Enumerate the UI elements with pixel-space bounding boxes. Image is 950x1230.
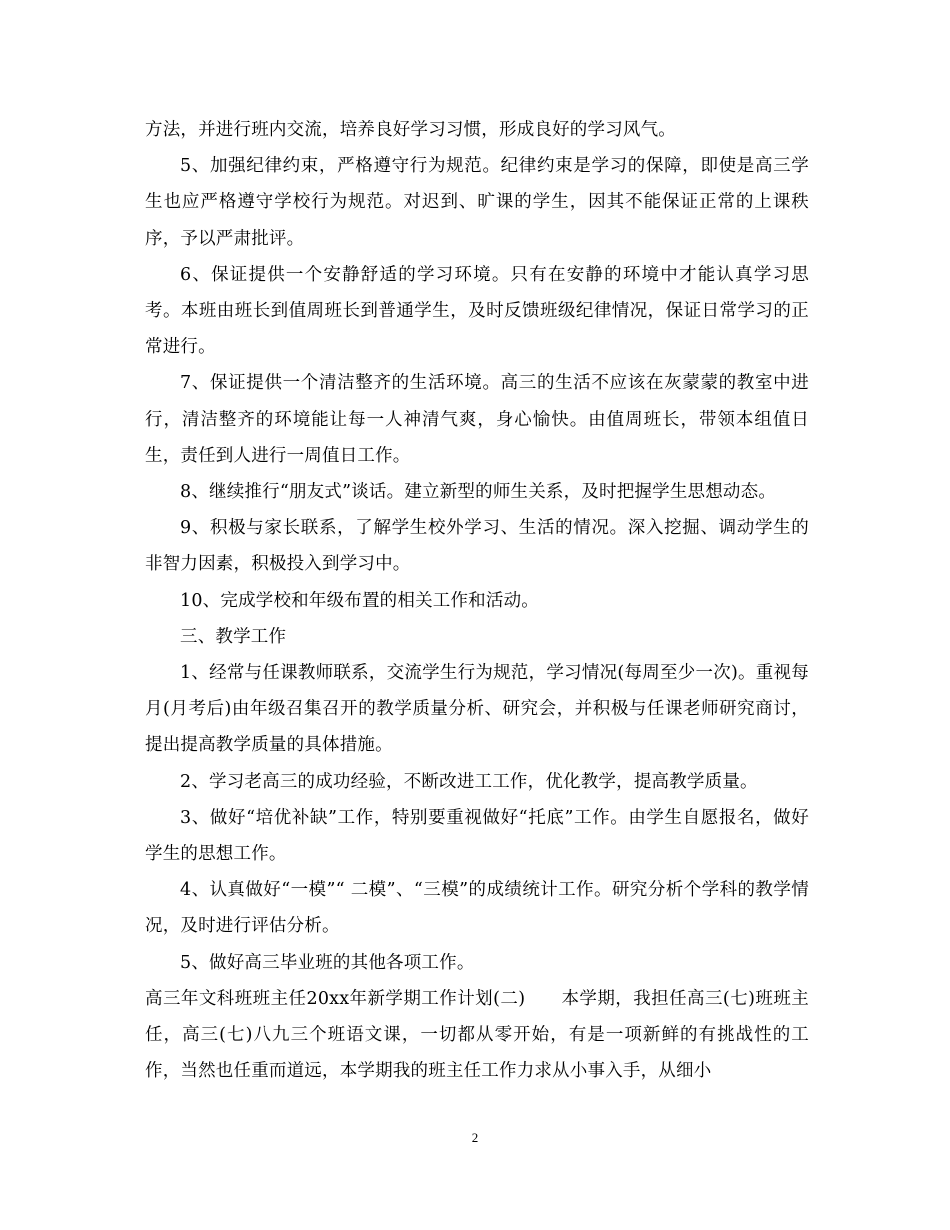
paragraph-2: 5、加强纪律约束，严格遵守行为规范。纪律约束是学习的保障，即使是高三学生也应严格遵守学校行为规范。对迟到、旷课的学生，因其不能保证正常的上课秩序，予以严肃批评。 xyxy=(145,156,809,249)
paragraph-10: 2、学习老高三的成功经验，不断改进工工作，优化教学，提高教学质量。 xyxy=(180,771,758,792)
paragraph-7: 10、完成学校和年级布置的相关工作和活动。 xyxy=(180,590,539,611)
paragraph-9: 1、经常与任课教师联系，交流学生行为规范，学习情况(每周至少一次)。重视每月(月考后)由年级召集召开的教学质量分析、研究会，并积极与任课老师研究商讨，提出提高教学质量的具体措施。 xyxy=(145,663,809,756)
paragraph-11: 3、做好“培优补缺”工作，特别要重视做好“托底”工作。由学生自愿报名，做好学生的思想工作。 xyxy=(145,807,809,865)
paragraph-14: 高三年文科班班主任20xx年新学期工作计划(二) 本学期，我担任高三(七)班班主任，高三(七)八九三个班语文课，一切都从零开始，有是一项新鲜的有挑战性的工作，当然也任重而道远，本学期我的班主任工作力求从小事入手，从细小 xyxy=(145,988,809,1082)
paragraph-13: 5、做好高三毕业班的其他各项工作。 xyxy=(180,952,475,973)
paragraph-12: 4、认真做好“一模”“ 二模”、“三模”的成绩统计工作。研究分析个学科的教学情况，及时进行评估分析。 xyxy=(145,880,809,937)
paragraph-6: 9、积极与家长联系，了解学生校外学习、生活的情况。深入挖掘、调动学生的非智力因素，积极投入到学习中。 xyxy=(145,518,809,575)
section-heading-teaching: 三、教学工作 xyxy=(180,626,287,647)
paragraph-5: 8、继续推行“朋友式”谈话。建立新型的师生关系，及时把握学生思想动态。 xyxy=(180,482,777,503)
paragraph-3: 6、保证提供一个安静舒适的学习环境。只有在安静的环境中才能认真学习思考。本班由班长到值周班长到普通学生，及时反馈班级纪律情况，保证日常学习的正常进行。 xyxy=(145,264,809,358)
document-body xyxy=(145,112,809,1089)
page-number: 2 xyxy=(471,1130,479,1145)
paragraph-4: 7、保证提供一个清洁整齐的生活环境。高三的生活不应该在灰蒙蒙的教室中进行，清洁整齐的环境能让每一人神清气爽，身心愉快。由值周班长，带领本组值日生，责任到人进行一周值日工作。 xyxy=(145,373,809,466)
paragraph-1: 方法，并进行班内交流，培养良好学习习惯，形成良好的学习风气。 xyxy=(145,120,676,140)
